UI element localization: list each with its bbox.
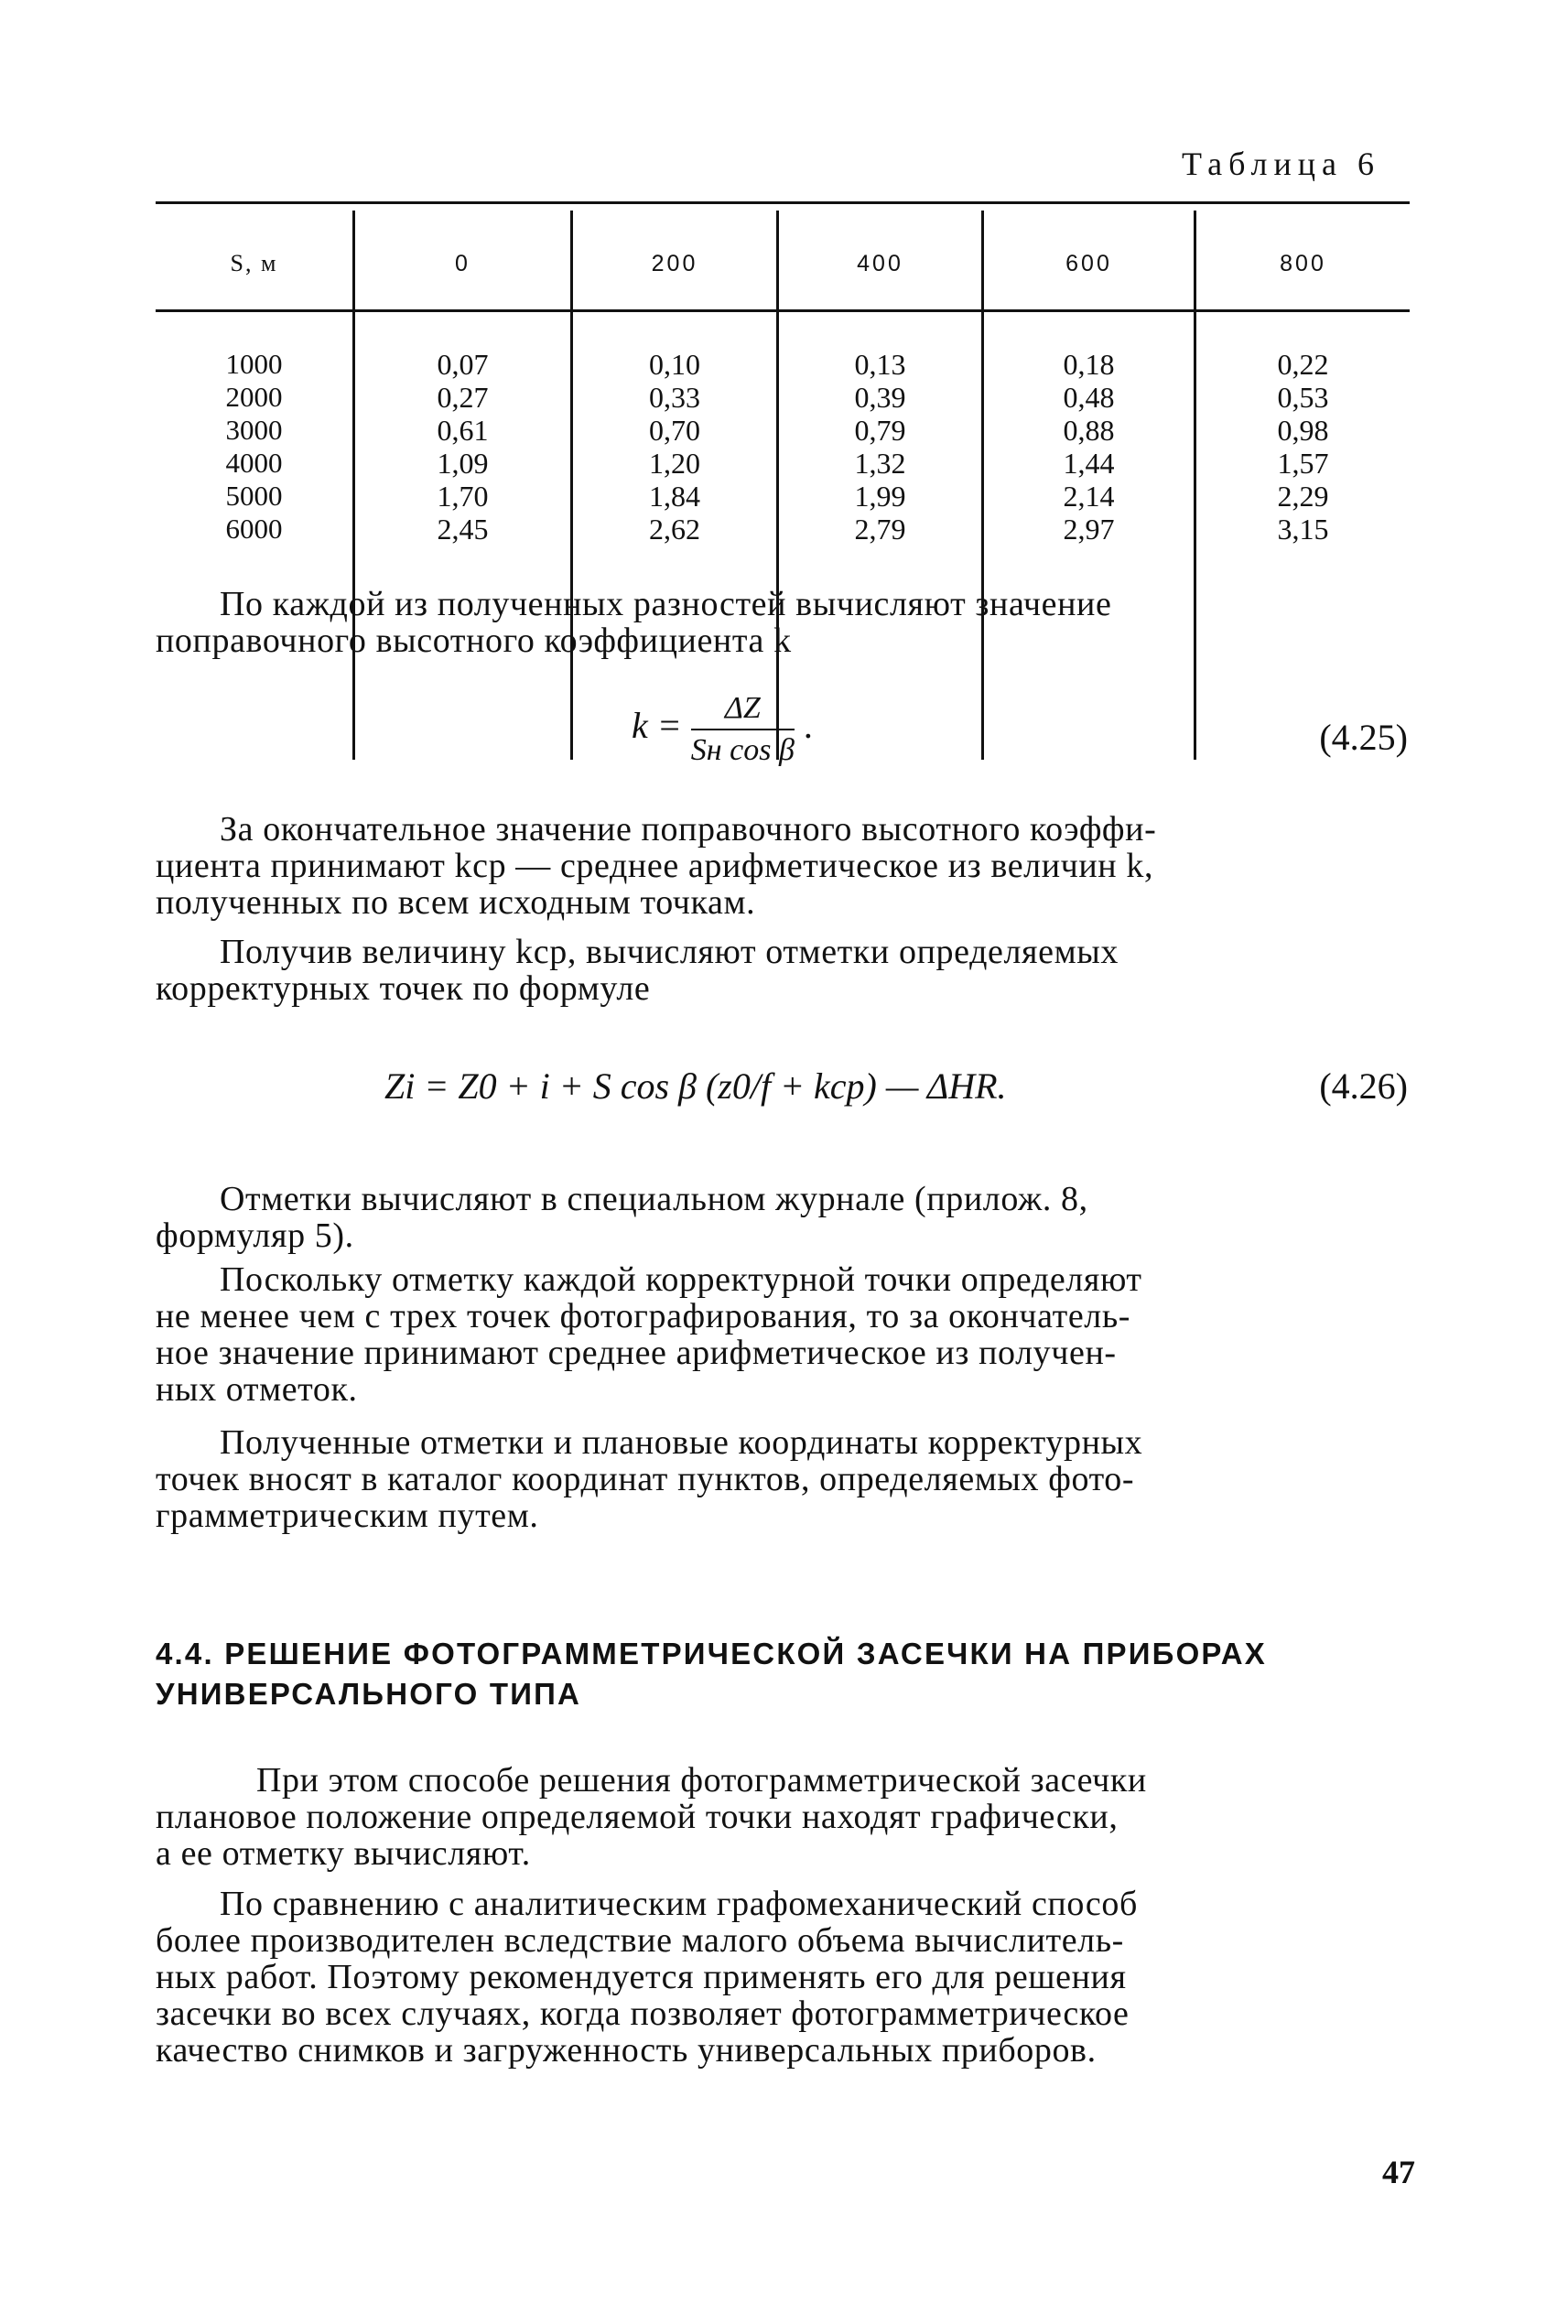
section-heading xyxy=(156,1634,1419,1714)
table-cell: 0,27 xyxy=(437,381,489,414)
table-cell: 0,79 xyxy=(854,414,906,447)
header-400: 400 xyxy=(857,251,903,276)
text-line: грамметрическим путем. xyxy=(156,1497,539,1535)
header-s: S, м xyxy=(230,250,278,276)
column-600 xyxy=(984,348,1194,546)
column-800 xyxy=(1196,348,1410,546)
paragraph-7 xyxy=(156,1762,1410,1872)
text-line: По сравнению с аналитическим графомеханический способ xyxy=(220,1885,1138,1923)
table-caption: Таблица 6 xyxy=(1182,146,1380,182)
text-line: ных работ. Поэтому рекомендуется применять его для решения xyxy=(156,1958,1127,1996)
table-cell: 2,97 xyxy=(1063,513,1115,546)
table-cell: 0,13 xyxy=(854,348,906,381)
table-cell: 2,79 xyxy=(854,513,906,546)
text-line: За окончательное значение поправочного высотного коэффи- xyxy=(220,810,1157,849)
formula-4-26: Zi = Z0 + i + S cos β (z0/f + kср) — ΔHR. xyxy=(384,1065,1007,1107)
fraction-denominator: Sн cos β xyxy=(690,733,795,767)
table-top-rule xyxy=(156,201,1410,204)
text-line: Поскольку отметку каждой корректурной точки определяют xyxy=(220,1260,1142,1299)
table-cell: 1,70 xyxy=(437,480,489,513)
column-200 xyxy=(573,348,776,546)
column-s xyxy=(156,348,352,546)
header-200: 200 xyxy=(651,251,698,276)
table-cell: 1,09 xyxy=(437,447,489,480)
equation-number: (4.26) xyxy=(1319,1065,1408,1107)
table-cell: 3000 xyxy=(225,414,283,446)
text-line: качество снимков и загруженность универсальных приборов. xyxy=(156,2031,1097,2070)
equation-number: (4.25) xyxy=(1319,717,1408,758)
table-cell: 0,48 xyxy=(1063,381,1115,414)
paragraph-4 xyxy=(156,1181,1410,1254)
heading-line: УНИВЕРСАЛЬНОГО ТИПА xyxy=(156,1677,582,1711)
table-cell: 3,15 xyxy=(1277,513,1329,546)
text-line: Получив величину kср, вычисляют отметки определяемых xyxy=(220,933,1119,971)
paragraph-1 xyxy=(156,586,1410,659)
paragraph-5 xyxy=(156,1261,1410,1408)
table-cell: 0,18 xyxy=(1063,348,1115,381)
table-cell: 2,29 xyxy=(1277,480,1329,513)
table-cell: 1,57 xyxy=(1277,447,1329,480)
text-line: поправочного высотного коэффициента k xyxy=(156,622,792,660)
text-line: засечки во всех случаях, когда позволяет фотограмметрическое xyxy=(156,1994,1130,2033)
text-line: полученных по всем исходным точкам. xyxy=(156,883,756,922)
text-line: корректурных точек по формуле xyxy=(156,969,651,1008)
table-cell: 0,53 xyxy=(1277,381,1329,414)
table-cell: 2,62 xyxy=(649,513,700,546)
table-cell: 4000 xyxy=(225,447,283,479)
paragraph-3 xyxy=(156,934,1410,1007)
heading-line: 4.4. РЕШЕНИЕ ФОТОГРАММЕТРИЧЕСКОЙ ЗАСЕЧКИ НА ПРИБОРАХ xyxy=(156,1637,1267,1670)
header-800: 800 xyxy=(1280,251,1326,276)
header-0: 0 xyxy=(455,251,470,276)
table-cell: 0,88 xyxy=(1063,414,1115,447)
header-600: 600 xyxy=(1065,251,1112,276)
text-line: Отметки вычисляют в специальном журнале (прилож. 8, xyxy=(220,1180,1088,1218)
formula-4-25 xyxy=(632,688,813,771)
formula-tail: . xyxy=(803,705,813,747)
text-line: циента принимают kср — среднее арифметическое из величин k, xyxy=(156,847,1154,885)
table-cell: 0,39 xyxy=(854,381,906,414)
table-cell: 0,10 xyxy=(649,348,700,381)
text-line: а ее отметку вычисляют. xyxy=(156,1834,531,1873)
table-cell: 0,22 xyxy=(1277,348,1329,381)
table-cell: 1,44 xyxy=(1063,447,1115,480)
table-cell: 2,14 xyxy=(1063,480,1115,513)
fraction-numerator: ΔZ xyxy=(691,688,795,730)
page-number: 47 xyxy=(1382,2154,1415,2190)
text-line: точек вносят в каталог координат пунктов, определяемых фото- xyxy=(156,1460,1135,1498)
text-line: не менее чем с трех точек фотографирования, то за окончатель- xyxy=(156,1297,1131,1335)
text-line: Полученные отметки и плановые координаты корректурных xyxy=(220,1423,1143,1462)
table-cell: 1,84 xyxy=(649,480,700,513)
table-cell: 5000 xyxy=(225,480,283,512)
text-line: более производителен вследствие малого объема вычислитель- xyxy=(156,1921,1124,1960)
column-0 xyxy=(355,348,570,546)
table-cell: 2000 xyxy=(225,381,283,413)
table-cell: 1,20 xyxy=(649,447,700,480)
text-line: По каждой из полученных разностей вычисляют значение xyxy=(220,585,1112,623)
paragraph-8 xyxy=(156,1886,1410,2069)
table-cell: 0,61 xyxy=(437,414,489,447)
table-cell: 0,07 xyxy=(437,348,489,381)
table-cell: 1000 xyxy=(225,348,283,380)
text-line: ное значение принимают среднее арифметическое из получен- xyxy=(156,1334,1117,1372)
table-cell: 1,32 xyxy=(854,447,906,480)
text-line: ных отметок. xyxy=(156,1370,358,1409)
table-cell: 0,70 xyxy=(649,414,700,447)
table-cell: 2,45 xyxy=(437,513,489,546)
paragraph-6 xyxy=(156,1424,1410,1534)
table-cell: 0,33 xyxy=(649,381,700,414)
table-header-rule xyxy=(156,309,1410,312)
paragraph-2 xyxy=(156,811,1410,921)
table-cell: 0,98 xyxy=(1277,414,1329,447)
formula-fraction xyxy=(691,688,795,771)
text-line: формуляр 5). xyxy=(156,1216,354,1255)
column-400 xyxy=(779,348,981,546)
text-line: плановое положение определяемой точки находят графически, xyxy=(156,1798,1119,1836)
table-cell: 6000 xyxy=(225,513,283,545)
text-line: При этом способе решения фотограмметрической засечки xyxy=(256,1761,1147,1800)
table-cell: 1,99 xyxy=(854,480,906,513)
formula-lhs: k = xyxy=(632,705,682,747)
